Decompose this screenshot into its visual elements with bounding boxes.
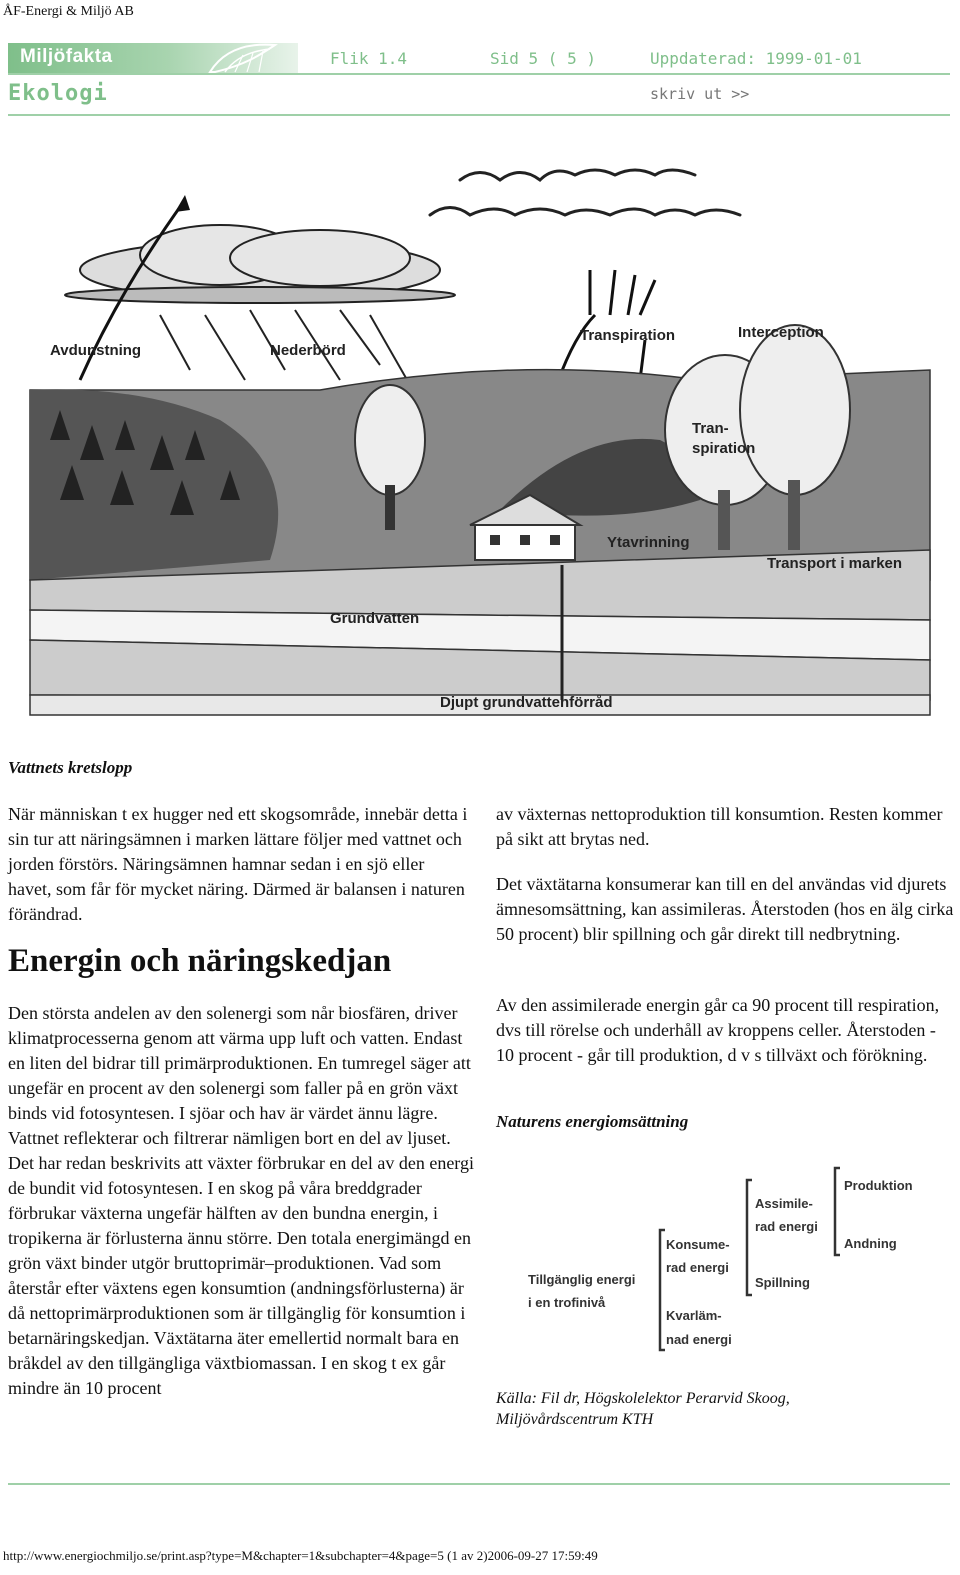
left-p1-text: När människan t ex hugger ned ett skogsområde, innebär detta i sin tur att näringsämnen i marken lättare följer med vattnet och jorden förstörs. Näringsämnen hamnar sedan i en sjö eller havet, som får för mycket näring. Därmed är balansen i naturen förändrad.	[8, 804, 468, 924]
right-paragraph-2	[496, 872, 956, 947]
diagram-root-line2: i en trofinivå	[528, 1295, 606, 1310]
title-rule	[8, 114, 950, 116]
source-line-1: Källa: Fil dr, Högskolelektor Perarvid Skoog,	[496, 1390, 790, 1407]
left-p2-text: Den största andelen av den solenergi som når biosfären, driver klimatprocesserna genom att värma upp luft och vatten. Endast en liten del bidrar till primärproduktionen. En tumregel säger att ungefär en procent av den solenergi som faller på en grön växt binds vid fotosyntesen. I sjöar och hav är värdet ännu lägre. Vattnet reflekterar och filtrerar nämligen bort en del av ljuset. Det har redan beskrivits att växter förbrukar en del av den energi de bundit vid fotosyntesen. I en skog på våra breddgrader förbrukar växterna ungefär hälften av den bundna energin, i tropikerna är förlusterna ännu större. Den totala energimängd en grön växt binder utgör bruttoprimär–produktionen. Vad som återstår efter växtens egen konsumtion (andningsförlusterna) är då nettoprimärproduktionen som är tillgänglig för konsumtion i betarnäringskedjan. Växtätarna äter emellertid normalt bara en bråkdel av den tillgängliga växtbiomassan. I en skog t ex går mindre än 10 procent	[8, 1003, 474, 1398]
diagram-root-line1: Tillgänglig energi	[528, 1272, 636, 1287]
diagram-spillning: Spillning	[755, 1275, 810, 1290]
label-avdunstning: Avdunstning	[50, 342, 142, 359]
rain-cloud	[65, 225, 455, 303]
source-credit	[496, 1388, 790, 1430]
header-rule	[8, 73, 950, 75]
energy-flow-diagram	[520, 1160, 940, 1360]
source-line-2: Miljövårdscentrum KTH	[496, 1411, 654, 1428]
diagram-andning: Andning	[844, 1236, 897, 1251]
logo-text: Miljöfakta	[20, 46, 113, 67]
flik-label: Flik 1.4	[330, 49, 408, 68]
energy-caption: Naturens energiomsättning	[496, 1112, 689, 1131]
left-paragraph-1	[8, 802, 470, 927]
label-grundvatten: Grundvatten	[330, 610, 420, 627]
diagram-konsumerad-line1: Konsume-	[666, 1237, 730, 1252]
diagram-produktion: Produktion	[844, 1178, 913, 1193]
diagram-kvarlamnad-line1: Kvarläm-	[666, 1308, 722, 1323]
left-paragraph-2	[8, 1001, 476, 1401]
company-name: ÅF-Energi & Miljö AB	[3, 4, 134, 19]
cloud-scribbles	[430, 170, 740, 215]
page-indicator: Sid 5 ( 5 )	[490, 49, 596, 68]
right-p1-text: av växternas nettoproduktion till konsumtion. Resten kommer på sikt att brytas ned.	[496, 804, 943, 849]
label-tran: Tran-	[692, 420, 729, 437]
section-heading: Energin och näringskedjan	[8, 943, 392, 979]
right-p3-text: Av den assimilerade energin går ca 90 procent till respiration, dvs till rörelse och underhåll av kroppens celler. Återstoden - 10 procent - går till produktion, d v s tillväxt och förökning.	[496, 995, 940, 1065]
label-transport: Transport i marken	[767, 555, 903, 572]
right-paragraph-1	[496, 802, 954, 852]
label-ytavrinning: Ytavrinning	[607, 534, 690, 551]
label-interception: Interception	[738, 324, 824, 341]
label-transpiration: Transpiration	[580, 327, 676, 344]
label-spiration: spiration	[692, 440, 756, 457]
diagram-konsumerad-line2: rad energi	[666, 1260, 729, 1275]
right-paragraph-3	[496, 993, 956, 1068]
page-title: Ekologi	[8, 81, 108, 106]
water-cycle-figure	[20, 140, 940, 740]
diagram-kvarlamnad-line2: nad energi	[666, 1332, 732, 1347]
diagram-assimilerad-line2: rad energi	[755, 1219, 818, 1234]
footer-rule	[8, 1483, 950, 1485]
diagram-assimilerad-line1: Assimile-	[755, 1196, 813, 1211]
leaf-logo-icon	[205, 43, 285, 73]
print-link[interactable]: skriv ut >>	[650, 85, 750, 103]
footer-url: http://www.energiochmiljo.se/print.asp?type=M&chapter=1&subchapter=4&page=5 (1 av 2)2006-09-27 17:59:49	[3, 1548, 598, 1563]
updated-date: Uppdaterad: 1999-01-01	[650, 49, 862, 68]
label-nederbord: Nederbörd	[270, 342, 346, 359]
label-djupt: Djupt grundvattenförråd	[440, 694, 613, 711]
right-p2-text: Det växtätarna konsumerar kan till en del användas vid djurets ämnesomsättning, kan assimileras. Återstoden (hos en älg cirka 50 procent) blir spillning och går direkt till nedbrytning.	[496, 874, 954, 944]
figure-caption: Vattnets kretslopp	[8, 758, 133, 777]
